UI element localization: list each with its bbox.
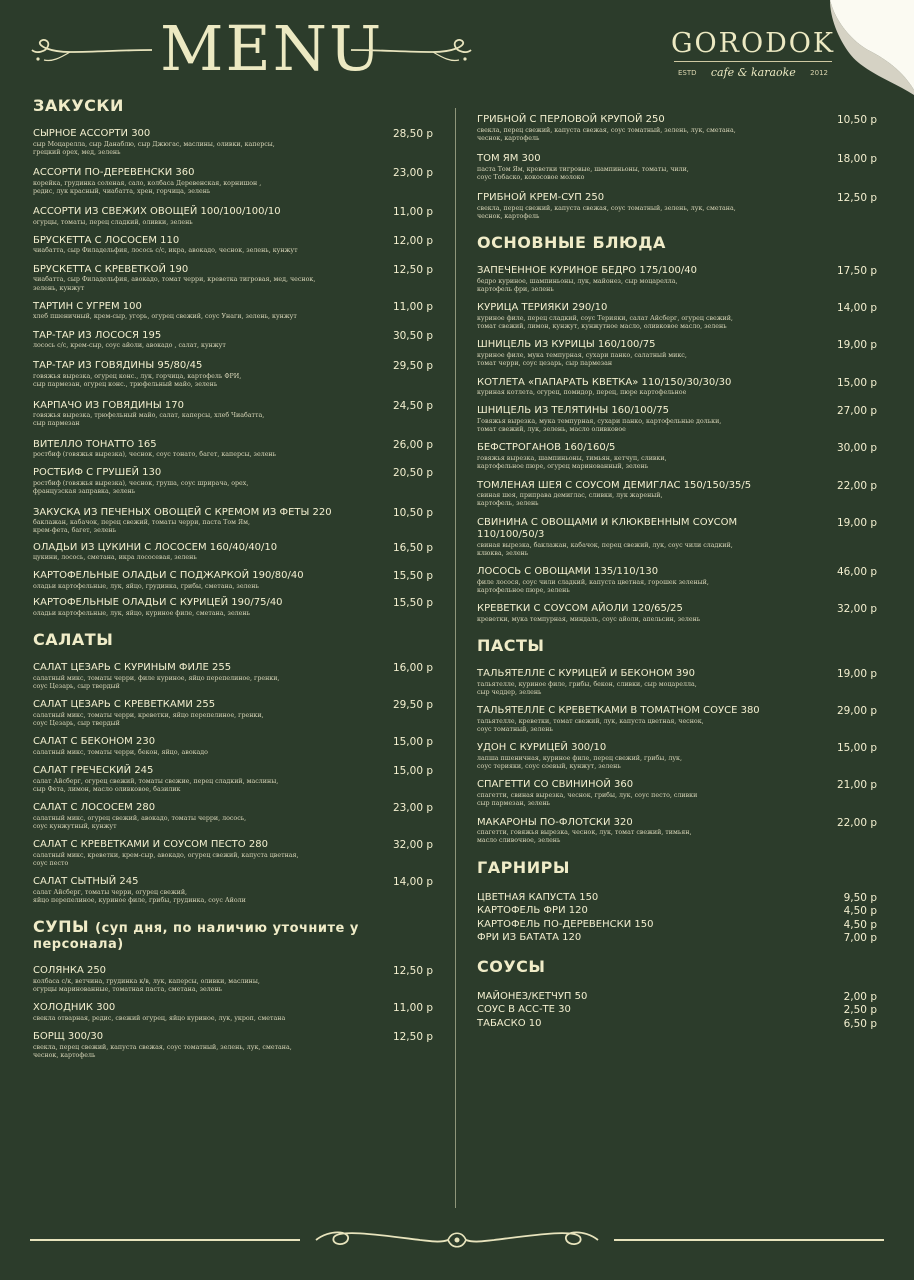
menu-item-description: чеснок, картофель: [477, 134, 540, 142]
menu-item-description: сыр пармезан, зелень: [477, 800, 551, 808]
bottom-ornament: [0, 1225, 914, 1255]
menu-item-name: ЗАКУСКА ИЗ ПЕЧЕНЫХ ОВОЩЕЙ С КРЕМОМ ИЗ ФЕТЫ 220: [33, 506, 332, 518]
menu-item: [33, 128, 433, 157]
menu-item-description: свекла, перец свежий, капуста свежая, соус томатный, зелень, лук, сметана,: [477, 126, 736, 134]
menu-item-description: тальятелле, креветки, томат свежий, лук, капуста цветная, чеснок,: [477, 717, 704, 725]
menu-item-description: филе лосося, соус чили сладкий, капуста цветная, горошек зеленый,: [477, 578, 709, 586]
menu-item-description: свекла, перец свежий, капуста свежая, соус томатный, зелень, лук, сметана,: [477, 204, 736, 212]
menu-item-price: 11,00 р: [392, 300, 433, 313]
menu-item-description: тальятелле, куриное филе, грибы, бекон, сливки, сыр моцарелла,: [477, 680, 697, 688]
menu-item-name: КАРТОФЕЛЬ ФРИ 120: [477, 905, 588, 917]
menu-item-price: 7,00 р: [843, 932, 877, 945]
brand-tagline: cafe & karaoke: [710, 66, 796, 79]
menu-section-zakuski: [33, 98, 433, 618]
menu-item: [33, 235, 433, 256]
menu-item-price: 16,50 р: [392, 541, 433, 554]
menu-item-description: сыр чеддер, зелень: [477, 688, 542, 696]
menu-item-description: лапша пшеничная, куриное филе, перец свежий, грибы, лук,: [477, 754, 682, 762]
menu-item-description: хлеб пшеничный, крем-сыр, угорь, огурец свежий, соус Унаги, зелень, кунжут: [33, 313, 297, 321]
menu-item-name: КАРТОФЕЛЬ ПО-ДЕРЕВЕНСКИ 150: [477, 918, 654, 930]
menu-item-name: СОУС В АСС-ТЕ 30: [477, 1004, 571, 1016]
menu-item-description: чиабатта, сыр Филадельфия, лосось с/с, икра, авокадо, чеснок, зелень, кунжут: [33, 247, 298, 255]
menu-item-price: 19,00 р: [836, 516, 877, 529]
menu-item-price: 27,00 р: [836, 405, 877, 418]
menu-item-price: 32,00 р: [392, 839, 433, 852]
menu-item: [33, 167, 433, 196]
menu-item-price: 16,00 р: [392, 662, 433, 675]
menu-item-description: оладьи картофельные, лук, яйцо, грудинка, грибы, сметана, зелень: [33, 582, 259, 590]
menu-item-description: французская заправка, зелень: [33, 488, 136, 496]
section-title-text: ГАРНИРЫ: [477, 857, 570, 877]
menu-item: [477, 779, 877, 808]
column-divider: [455, 108, 456, 1208]
menu-item-price: 19,00 р: [836, 339, 877, 352]
section-title: [477, 235, 877, 251]
section-title: [477, 638, 877, 654]
menu-item: [33, 839, 433, 868]
menu-item: [33, 965, 433, 994]
menu-column-right: [477, 98, 877, 1044]
menu-item-description: соус песто: [33, 860, 69, 867]
section-title: [33, 919, 433, 951]
menu-item-description: Говяжья вырезка, мука темпурная, сухари панко, картофельные дольки,: [477, 417, 722, 425]
menu-item: [477, 817, 877, 846]
menu-item-name: САЛАТ ГРЕЧЕСКИЙ 245: [33, 765, 154, 777]
menu-item-name: БРУСКЕТТА С КРЕВЕТКОЙ 190: [33, 263, 189, 275]
menu-item-name: БРУСКЕТТА С ЛОСОСЕМ 110: [33, 234, 180, 246]
menu-item: [477, 405, 877, 434]
menu-item-name: ШНИЦЕЛЬ ИЗ ТЕЛЯТИНЫ 160/100/75: [477, 405, 670, 417]
section-note: (суп дня, по наличию уточните у персонала): [33, 921, 359, 953]
menu-item-price: 23,00 р: [392, 167, 433, 180]
menu-item-name: МАЙОНЕЗ/КЕТЧУП 50: [477, 990, 588, 1002]
menu-item-description: свекла отварная, редис, свежий огурец, яйцо куриное, лук, укроп, сметана: [33, 1014, 286, 1022]
menu-item-price: 12,00 р: [392, 234, 433, 247]
menu-item-description: сыр Моцарелла, сыр Данаблю, сыр Джюгас, маслины, оливки, каперсы,: [33, 140, 275, 148]
menu-item-price: 29,50 р: [392, 360, 433, 373]
menu-item-price: 4,50 р: [843, 918, 877, 931]
brand-subline: [668, 66, 838, 79]
menu-item-description: соус Тобаско, кокосовое молоко: [477, 173, 585, 181]
menu-item: [477, 153, 877, 182]
menu-item-name: КРЕВЕТКИ С СОУСОМ АЙОЛИ 120/65/25: [477, 603, 683, 615]
brand-logo: [668, 30, 838, 79]
menu-item-description: спагетти, свиная вырезка, чеснок, грибы, лук, соус песто, сливки: [477, 791, 698, 799]
menu-item-description: огурцы маринованные, томатная паста, сметана, зелень: [33, 986, 223, 994]
menu-section-supy: [33, 919, 433, 1060]
menu-item: [477, 742, 877, 771]
menu-item-price: 24,50 р: [392, 399, 433, 412]
menu-item-description: салат Айсберг, огурец свежий, томаты свежие, перец сладкий, маслины,: [33, 777, 279, 785]
menu-item-name: ВИТЕЛЛО ТОНАТТО 165: [33, 438, 157, 450]
brand-divider: [674, 61, 832, 62]
menu-item-price: 15,50 р: [392, 597, 433, 610]
section-title: [477, 857, 877, 877]
menu-item: [33, 570, 433, 591]
menu-item-description: томат черри, соус цезарь, сыр пармезан: [477, 360, 613, 368]
menu-item: [33, 1002, 433, 1023]
menu-item-price: 22,00 р: [836, 479, 877, 492]
menu-item-description: соус Цезарь, сыр твердый: [33, 682, 120, 690]
menu-item-name: КАРТОФЕЛЬНЫЕ ОЛАДЬИ С КУРИЦЕЙ 190/75/40: [33, 597, 283, 609]
menu-item-name: КОТЛЕТА «ПАПАРАТЬ КВЕТКА» 110/150/30/30/30: [477, 376, 732, 388]
menu-item-description: сыр Фета, лимон, масло оливковое, базилик: [33, 785, 181, 793]
menu-section-supy-cont: [477, 114, 877, 221]
menu-item-description: оладьи картофельные, лук, яйцо, куриное филе, сметана, зелень: [33, 609, 251, 617]
brand-name: GORODOK: [670, 28, 836, 59]
menu-item-price: 28,50 р: [392, 128, 433, 140]
menu-item-description: салатный микс, томаты черри, креветки, яйцо перепелиное, гренки,: [33, 711, 264, 719]
menu-item-price: 29,50 р: [392, 699, 433, 712]
menu-item: [477, 668, 877, 697]
menu-item-name: СЫРНОЕ АССОРТИ 300: [33, 128, 151, 139]
menu-item-name: БОРЩ 300/30: [33, 1031, 104, 1043]
brand-year: 2012: [810, 68, 828, 77]
menu-item-description: картофель фри, зелень: [477, 286, 554, 294]
section-title: [33, 98, 433, 114]
menu-item: [477, 1004, 877, 1017]
menu-item-price: 2,00 р: [843, 990, 877, 1003]
menu-item-name: УДОН С КУРИЦЕЙ 300/10: [477, 742, 607, 754]
section-title-text: ОСНОВНЫЕ БЛЮДА: [477, 233, 666, 253]
menu-item-price: 6,50 р: [843, 1017, 877, 1030]
menu-item: [477, 932, 877, 945]
menu-item: [477, 991, 877, 1004]
menu-item-price: 2,50 р: [843, 1004, 877, 1017]
menu-item-price: 14,00 р: [392, 876, 433, 889]
menu-item: [477, 566, 877, 595]
menu-item-price: 32,00 р: [836, 603, 877, 616]
menu-item-description: говяжья вырезка, трюфельный майо, салат, каперсы, хлеб Чиабатта,: [33, 412, 265, 420]
menu-item-price: 4,50 р: [843, 905, 877, 918]
menu-item-price: 15,00 р: [392, 736, 433, 749]
menu-item-name: ОЛАДЬИ ИЗ ЦУКИНИ С ЛОСОСЕМ 160/40/40/10: [33, 541, 278, 553]
menu-item-name: РОСТБИФ С ГРУШЕЙ 130: [33, 467, 162, 479]
menu-item: [33, 360, 433, 389]
menu-item-name: СПАГЕТТИ СО СВИНИНОЙ 360: [477, 779, 634, 791]
menu-item-price: 12,50 р: [836, 192, 877, 205]
menu-item: [33, 597, 433, 618]
menu-item-description: соус томатный, зелень: [477, 726, 553, 734]
menu-item-price: 10,50 р: [836, 114, 877, 126]
menu-item-price: 12,50 р: [392, 965, 433, 978]
menu-section-pasty: [477, 638, 877, 845]
menu-item-name: ТАР-ТАР ИЗ ЛОСОСЯ 195: [33, 329, 162, 341]
menu-item-description: свекла, перец свежий, капуста свежая, соус томатный, зелень, лук, сметана,: [33, 1043, 292, 1051]
menu-item-description: соус терияки, соус соевый, кунжут, зелень: [477, 763, 621, 771]
menu-item-description: салатный микс, огурец свежий, авокадо, томаты черри, лосось,: [33, 814, 247, 822]
menu-item-name: ТАРТИН С УГРЕМ 100: [33, 300, 142, 312]
page-curl-decoration: [824, 0, 914, 95]
menu-item-price: 19,00 р: [836, 668, 877, 681]
menu-item-price: 29,00 р: [836, 705, 877, 718]
section-title: [477, 956, 877, 976]
brand-estd: ESTD: [678, 68, 697, 77]
menu-item-name: ТАЛЬЯТЕЛЛЕ С КУРИЦЕЙ И БЕКОНОМ 390: [477, 668, 695, 680]
menu-item: [33, 467, 433, 496]
menu-item-price: 26,00 р: [392, 438, 433, 451]
section-title: [33, 632, 433, 648]
menu-item-description: грецкий орех, мед, зелень: [33, 148, 121, 156]
menu-item: [33, 507, 433, 536]
menu-item: [33, 802, 433, 831]
menu-item-name: САЛАТ СЫТНЫЙ 245: [33, 876, 139, 888]
menu-item-description: ростбиф (говяжья вырезка), чеснок, груша, соус шрирача, орех,: [33, 479, 249, 487]
menu-item-price: 12,50 р: [392, 263, 433, 276]
menu-item-name: САЛАТ С КРЕВЕТКАМИ И СОУСОМ ПЕСТО 280: [33, 839, 268, 851]
menu-item-name: АССОРТИ ИЗ СВЕЖИХ ОВОЩЕЙ 100/100/100/10: [33, 206, 281, 218]
menu-item-description: салатный микс, креветки, крем-сыр, авокадо, огурец свежий, капуста цветная,: [33, 851, 299, 859]
menu-item-price: 9,50 р: [843, 891, 877, 904]
menu-item-description: колбаса с/к, ветчина, грудинка к/в, лук, каперсы, оливки, маслины,: [33, 977, 260, 985]
menu-item-description: картофельное пюре, огурец маринованный, зелень: [477, 463, 649, 471]
menu-item-description: куриное филе, мука темпурная, сухари панко, салатный микс,: [477, 351, 687, 359]
menu-item-description: салат Айсберг, томаты черри, огурец свежий,: [33, 888, 188, 896]
menu-item-name: БЕФСТРОГАНОВ 160/160/5: [477, 442, 616, 454]
menu-item-price: 17,50 р: [836, 265, 877, 278]
menu-item-description: паста Том Ям, креветки тигровые, шампиньоны, томаты, чили,: [477, 165, 689, 173]
menu-item-name: КАРТОФЕЛЬНЫЕ ОЛАДЬИ С ПОДЖАРКОЙ 190/80/40: [33, 570, 304, 582]
menu-item-name: СВИНИНА С ОВОЩАМИ И КЛЮКВЕННЫМ СОУСОМ 110/100/50/3: [477, 516, 738, 541]
menu-item-price: 14,00 р: [836, 302, 877, 315]
section-title-text: ЗАКУСКИ: [33, 96, 124, 115]
section-title-text: САЛАТЫ: [33, 630, 114, 650]
section-title-text: СУПЫ: [33, 917, 90, 937]
menu-item-description: соус кунжутный, кунжут: [33, 822, 117, 830]
menu-item-name: ТОМЛЕНАЯ ШЕЯ С СОУСОМ ДЕМИГЛАС 150/150/35/5: [477, 479, 752, 491]
section-title-text: СОУСЫ: [477, 956, 546, 976]
menu-item-price: 20,50 р: [392, 467, 433, 480]
menu-item: [477, 480, 877, 509]
menu-item: [477, 442, 877, 471]
menu-item: [477, 705, 877, 734]
menu-column-left: [33, 98, 433, 1074]
menu-item: [477, 302, 877, 331]
menu-item-name: СОЛЯНКА 250: [33, 965, 107, 977]
menu-item-description: чиабатта, сыр Филадельфия, авокадо, томат черри, креветка тигровая, мед, чеснок,: [33, 276, 316, 284]
menu-item-name: ЛОСОСЬ С ОВОЩАМИ 135/110/130: [477, 566, 659, 578]
menu-item-description: огурцы, томаты, перец сладкий, оливки, зелень: [33, 218, 193, 226]
menu-item-name: САЛАТ С БЕКОНОМ 230: [33, 736, 156, 748]
menu-item-description: зелень, кунжут: [33, 284, 85, 292]
page-title: MENU: [160, 12, 384, 85]
menu-item: [33, 542, 433, 563]
menu-item: [33, 876, 433, 905]
menu-item-description: корейка, грудинка соленая, сало, колбаса Деревенская, корнишон ,: [33, 179, 262, 187]
menu-section-salaty: [33, 632, 433, 905]
menu-item-name: ХОЛОДНИК 300: [33, 1002, 116, 1014]
menu-section-garniry: [477, 857, 877, 945]
menu-item-name: ШНИЦЕЛЬ ИЗ КУРИЦЫ 160/100/75: [477, 339, 656, 351]
menu-item-description: томат свежий, лук, зелень, масло оливковое: [477, 426, 626, 434]
menu-item-name: ЦВЕТНАЯ КАПУСТА 150: [477, 891, 599, 903]
menu-item-description: ростбиф (говяжья вырезка), чеснок, соус тонато, багет, каперсы, зелень: [33, 451, 277, 459]
menu-item-name: САЛАТ ЦЕЗАРЬ С КРЕВЕТКАМИ 255: [33, 699, 216, 711]
menu-item-description: крем-фета, багет, зелень: [33, 527, 117, 535]
menu-item-description: томат свежий, лимон, кунжут, кунжутное масло, оливковое масло, зелень: [477, 323, 727, 331]
menu-item-price: 11,00 р: [392, 1002, 433, 1015]
menu-item-description: яйцо перепелиное, куриное филе, грибы, грудинка, соус Айоли: [33, 897, 246, 905]
menu-item: [477, 905, 877, 918]
menu-item-description: креветки, мука темпурная, миндаль, соус айоли, апельсин, зелень: [477, 615, 701, 623]
menu-header: [0, 0, 914, 95]
menu-item-name: ТАР-ТАР ИЗ ГОВЯДИНЫ 95/80/45: [33, 360, 203, 372]
menu-item-price: 15,00 р: [392, 765, 433, 778]
menu-item-name: ГРИБНОЙ С ПЕРЛОВОЙ КРУПОЙ 250: [477, 114, 665, 125]
menu-item-description: сыр пармезан: [33, 420, 80, 428]
menu-item-price: 11,00 р: [392, 206, 433, 219]
menu-item: [477, 265, 877, 294]
menu-item-description: цукини, лосось, сметана, икра лососевая, зелень: [33, 554, 197, 562]
menu-item: [33, 330, 433, 351]
menu-item-name: ГРИБНОЙ КРЕМ-СУП 250: [477, 192, 605, 204]
menu-item: [33, 736, 433, 757]
menu-item-description: салатный микс, томаты черри, бекон, яйцо, авокадо: [33, 748, 208, 756]
menu-item: [33, 765, 433, 794]
menu-item-price: 22,00 р: [836, 816, 877, 829]
menu-item: [33, 662, 433, 691]
menu-item-description: картофельное пюре, зелень: [477, 587, 570, 595]
menu-item: [33, 1031, 433, 1060]
menu-item: [477, 919, 877, 932]
menu-item: [477, 892, 877, 905]
menu-item: [477, 377, 877, 398]
menu-item-name: ТАБАСКО 10: [477, 1017, 542, 1029]
menu-item-description: сыр пармезан, огурец конс., трюфельный майо, зелень: [33, 381, 218, 389]
menu-item-description: бедро куриное, шампиньоны, лук, майонез, сыр моцарелла,: [477, 277, 678, 285]
menu-item-price: 46,00 р: [836, 566, 877, 579]
menu-item: [33, 206, 433, 227]
menu-item-price: 18,00 р: [836, 153, 877, 166]
flourish-right-ornament: [348, 36, 473, 66]
menu-item-name: КАРПАЧО ИЗ ГОВЯДИНЫ 170: [33, 399, 184, 411]
menu-item-description: куриное филе, перец сладкий, соус Терияки, салат Айсберг, огурец свежий,: [477, 314, 733, 322]
menu-item-name: АССОРТИ ПО-ДЕРЕВЕНСКИ 360: [33, 167, 195, 179]
menu-item-description: говяжья вырезка, шампиньоны, тимьян, кетчуп, сливки,: [477, 454, 667, 462]
menu-item-name: КУРИЦА ТЕРИЯКИ 290/10: [477, 302, 608, 314]
menu-item-description: куриная котлета, огурец, помидор, перец, пюре картофельное: [477, 389, 687, 397]
menu-item-description: говяжья вырезка, огурец конс., лук, горчица, картофель ФРИ,: [33, 372, 242, 380]
menu-item: [33, 264, 433, 293]
menu-item: [477, 192, 877, 221]
menu-item-price: 15,00 р: [836, 376, 877, 389]
menu-item: [477, 1018, 877, 1031]
menu-item-description: салатный микс, томаты черри, филе куриное, яйцо перепелиное, гренки,: [33, 674, 280, 682]
menu-item-description: чеснок, картофель: [33, 1052, 96, 1060]
menu-item-description: клюква, зелень: [477, 549, 529, 557]
menu-item-description: спагетти, говяжья вырезка, чеснок, лук, томат свежий, тимьян,: [477, 829, 692, 836]
menu-item-name: ЗАПЕЧЕННОЕ КУРИНОЕ БЕДРО 175/100/40: [477, 265, 697, 277]
menu-item-price: 30,00 р: [836, 442, 877, 455]
menu-item-description: свиная шея, приправа демиглас, сливки, лук жареный,: [477, 492, 663, 500]
menu-item-price: 30,50 р: [392, 329, 433, 342]
menu-item-price: 15,50 р: [392, 570, 433, 583]
menu-item: [477, 114, 877, 143]
menu-item-price: 10,50 р: [392, 506, 433, 519]
menu-item-name: ФРИ ИЗ БАТАТА 120: [477, 932, 582, 944]
menu-item-description: лосось с/с, крем-сыр, соус айоли, авокадо , салат, кунжут: [33, 342, 226, 350]
menu-section-osnovnye: [477, 235, 877, 624]
menu-item-description: чеснок, картофель: [477, 212, 540, 220]
section-title-text: ПАСТЫ: [477, 636, 545, 656]
menu-item-description: свиная вырезка, баклажан, кабачок, перец свежий, лук, соус чили сладкий,: [477, 541, 733, 549]
menu-section-sousy: [477, 956, 877, 1031]
menu-item-description: редис, лук красный, чиабатта, хрен, горчица, зелень: [33, 187, 211, 195]
menu-item-price: 23,00 р: [392, 802, 433, 815]
menu-item-description: картофель, зелень: [477, 500, 539, 508]
menu-item-name: САЛАТ С ЛОСОСЕМ 280: [33, 802, 156, 814]
menu-item-name: ТАЛЬЯТЕЛЛЕ С КРЕВЕТКАМИ В ТОМАТНОМ СОУСЕ 380: [477, 705, 760, 717]
menu-item: [33, 439, 433, 460]
menu-item-name: МАКАРОНЫ ПО-ФЛОТСКИ 320: [477, 816, 633, 828]
menu-item: [477, 517, 877, 559]
menu-item-description: масло сливочное, зелень: [477, 837, 561, 845]
flourish-left-ornament: [30, 36, 155, 66]
menu-item-name: ТОМ ЯМ 300: [477, 153, 541, 165]
menu-item-price: 12,50 р: [392, 1031, 433, 1044]
menu-item-description: соус Цезарь, сыр твердый: [33, 719, 120, 727]
menu-item: [477, 339, 877, 368]
menu-item-description: баклажан, кабачок, перец свежий, томаты черри, паста Том Ям,: [33, 519, 250, 527]
menu-item-price: 15,00 р: [836, 742, 877, 755]
menu-item-price: 21,00 р: [836, 779, 877, 792]
menu-item-name: САЛАТ ЦЕЗАРЬ С КУРИНЫМ ФИЛЕ 255: [33, 662, 232, 674]
menu-item: [33, 400, 433, 429]
menu-item: [477, 603, 877, 624]
menu-item: [33, 699, 433, 728]
menu-item: [33, 301, 433, 322]
